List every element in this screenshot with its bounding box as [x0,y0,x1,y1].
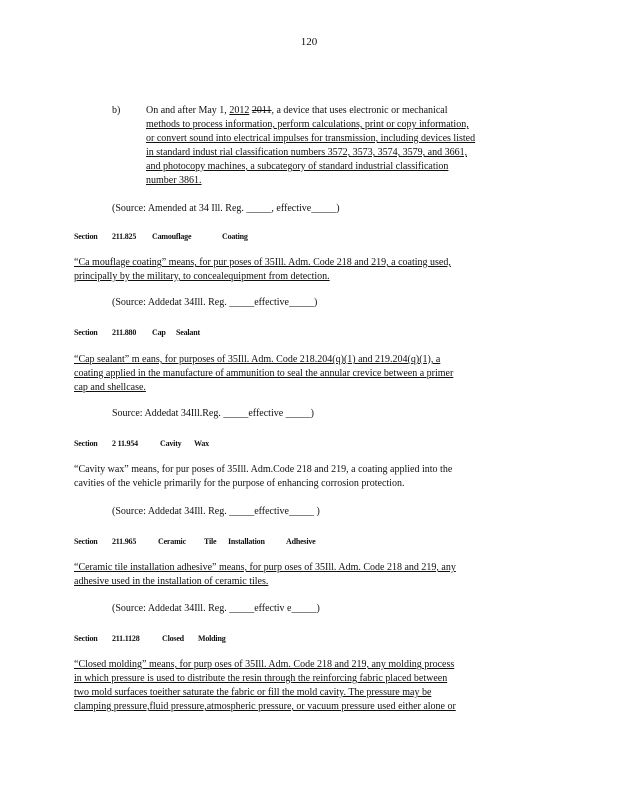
item-b-line: methods to process information, perform calculations, print or copy information, [146,119,469,130]
section-source: (Source: Addedat 34Ill. Reg. _____effective_____ ) [112,506,320,517]
item-b-body [146,118,546,188]
section-heading: Section 211.825 Camouflage Coating [74,232,248,241]
section-source: (Source: Addedat 34Ill. Reg. _____effectiv e_____) [112,603,320,614]
section-heading: Section 2 11.954 Cavity Wax [74,439,209,448]
item-b-first-line [146,104,447,118]
item-b-source: (Source: Amended at 34 Ill. Reg. _____, effective_____) [112,203,340,214]
section-definition: “Closed molding” means, for purp oses of 35Ill. Adm. Code 218 and 219, any molding process in which pressure is used to distribute the resin through the reinforcing fabric placed between two mold surfaces toeither saturate the fabric or fill the mold cavity. The pressure may be clamping pressure,fluid pressure,atmospheric pressure, or vacuum pressure used either alone or [74,659,456,712]
item-b-year-old: 2011 [251,105,272,116]
item-b-line: or convert sound into electrical impulses for transmission, including devices listed [146,133,476,144]
page-number: 120 [300,36,318,48]
section-heading: Section 211.1128 Closed Molding [74,634,226,643]
item-b-text-prefix: On and after May 1, [146,105,230,116]
item-b-line: and photocopy machines, a subcategory of standard industrial classification [146,161,449,172]
section-definition: “Cap sealant” m eans, for purposes of 35Ill. Adm. Code 218.204(q)(1) and 219.204(q)(1), a coating applied in the manufacture of ammunition to seal the annular crevice between a primer cap and shellcase. [74,354,454,393]
section-heading: Section 211.880 Cap Sealant [74,328,200,337]
section-definition: “Cavity wax” means, for pur poses of 35Ill. Adm.Code 218 and 219, a coating applied into the cavities of the vehicle primarily for the purpose of enhancing corrosion protection. [74,464,453,489]
section-heading: Section 211.965 Ceramic Tile Installation Adhesive [74,537,316,546]
item-b-line: in standard indust rial classification numbers 3572, 3573, 3574, 3579, and 3661, [146,147,468,158]
section-source: (Source: Addedat 34Ill. Reg. _____effective_____) [112,297,318,308]
section-definition: “Ceramic tile installation adhesive” means, for purp oses of 35Ill. Adm. Code 218 and 219, any adhesive used in the installation of ceramic tiles. [74,562,456,587]
section-definition: “Ca mouflage coating” means, for pur poses of 35Ill. Adm. Code 218 and 219, a coating used, principally by the military, to concealequipment from detection. [74,257,451,282]
item-b-line: number 3861. [146,175,202,186]
item-b-text-rest: , a device that uses electronic or mechanical [271,105,448,116]
item-b-year-new: 2012 [229,105,250,116]
section-source: Source: Addedat 34Ill.Reg. _____effective _____) [112,408,314,419]
item-b-label: b) [112,105,121,116]
